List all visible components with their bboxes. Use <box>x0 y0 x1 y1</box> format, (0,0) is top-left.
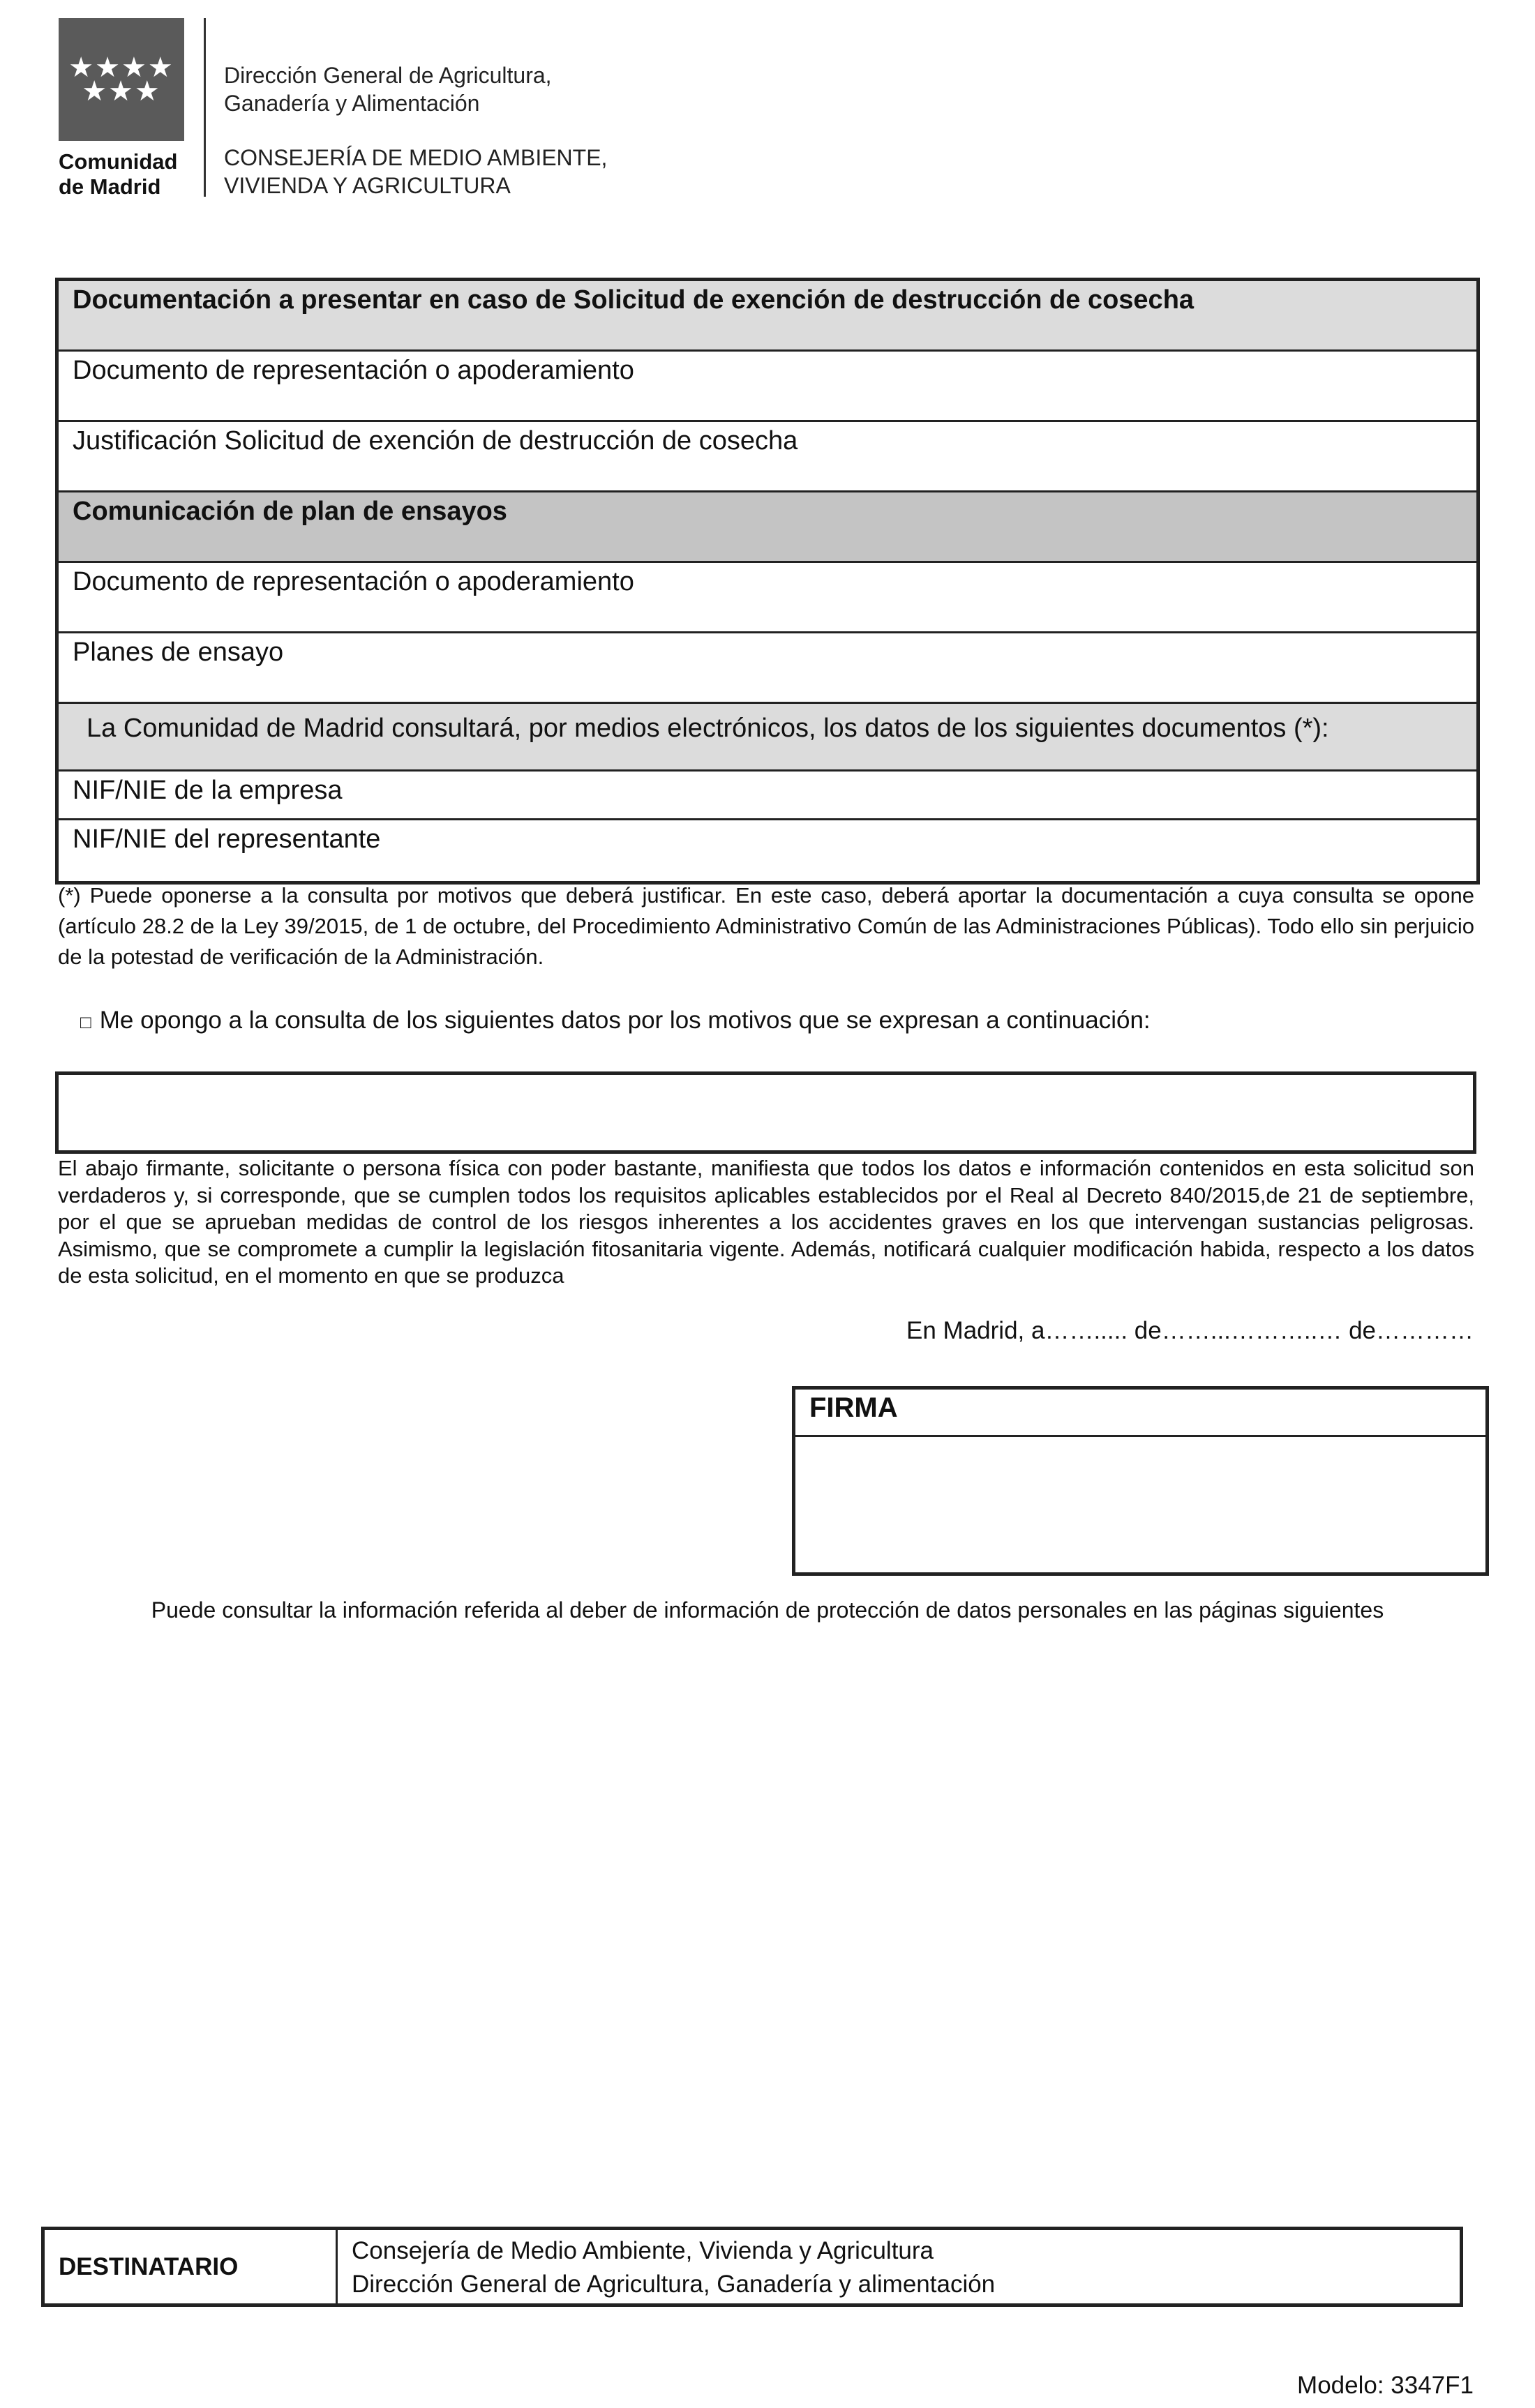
seven-stars-icon: ★★★★ ★★★ <box>68 52 174 107</box>
section-header: Documentación a presentar en caso de Solicitud de exención de destrucción de cosecha <box>59 281 1476 352</box>
checkbox[interactable]: □ <box>80 1011 91 1032</box>
checkbox-label: Me opongo a la consulta de los siguientes datos por los motivos que se expresan a continuación: <box>99 1007 1151 1034</box>
section-header: Comunicación de plan de ensayos <box>59 492 1476 563</box>
consult-row: NIF/NIE de la empresa <box>59 772 1476 820</box>
recipient-label: DESTINATARIO <box>45 2230 338 2303</box>
ministry-line2: VIVIENDA Y AGRICULTURA <box>224 173 511 198</box>
ministry-line1: CONSEJERÍA DE MEDIO AMBIENTE, <box>224 145 608 170</box>
privacy-note: Puede consultar la información referida al deber de información de protección de datos personales en las páginas siguientes <box>151 1597 1384 1623</box>
place-date-field[interactable]: En Madrid, a……..... de……...………..… de………… <box>906 1317 1474 1344</box>
recipient-line1: Consejería de Medio Ambiente, Vivienda y Agricultura <box>352 2237 934 2264</box>
signature-box[interactable] <box>792 1386 1489 1576</box>
logo-text <box>59 149 178 200</box>
logo-line2: de Madrid <box>59 174 161 199</box>
document-row: Justificación Solicitud de exención de destrucción de cosecha <box>59 422 1476 492</box>
footnote: (*) Puede oponerse a la consulta por motivos que deberá justificar. En este caso, deberá aportar la documentación a cuya consulta se opone (artículo 28.2 de la Ley 39/2015, de 1 de octubre, del Procedimiento Administrativo Común de las Administraciones Públicas). Todo ello sin perjuicio de la potestad de verificación de la Administración. <box>58 883 1474 969</box>
consult-row: NIF/NIE del representante <box>73 825 381 854</box>
recipient-line2: Dirección General de Agricultura, Ganadería y alimentación <box>352 2271 996 2298</box>
signature-label: FIRMA <box>795 1390 1485 1437</box>
declaration: El abajo firmante, solicitante o persona física con poder bastante, manifiesta que todos los datos e información contenidos en esta solicitud son verdaderos y, si corresponde, que se cumplen todos los requisitos aplicables establecidos por el Real al Decreto 840/2015,de 21 de septiembre, por el que se aprueban medidas de control de los riesgos inherentes a los accidentes graves en los que intervengan sustancias peligrosas. Asimismo, que se compromete a cumplir la legislación fitosanitaria vigente. Además, notificará cualquier modificación habida, respecto a los datos de esta solicitud, en el momento en que se produzca <box>58 1156 1474 1288</box>
department-line1: Dirección General de Agricultura, <box>224 63 552 88</box>
document-row: Documento de representación o apoderamiento <box>59 563 1476 633</box>
department-line2: Ganadería y Alimentación <box>224 91 480 116</box>
logo-line1: Comunidad <box>59 149 178 174</box>
document-row: Planes de ensayo <box>59 633 1476 704</box>
header-divider <box>204 18 206 197</box>
documents-table <box>55 278 1480 885</box>
recipient-table <box>41 2227 1463 2307</box>
model-number: Modelo: 3347F1 <box>1297 2372 1474 2399</box>
opposition-reason-field[interactable] <box>55 1071 1476 1154</box>
opposition-checkbox-row[interactable] <box>80 1007 1151 1034</box>
consult-header: La Comunidad de Madrid consultará, por medios electrónicos, los datos de los siguientes documentos (*): <box>59 704 1476 772</box>
document-row: Documento de representación o apoderamiento <box>59 352 1476 422</box>
